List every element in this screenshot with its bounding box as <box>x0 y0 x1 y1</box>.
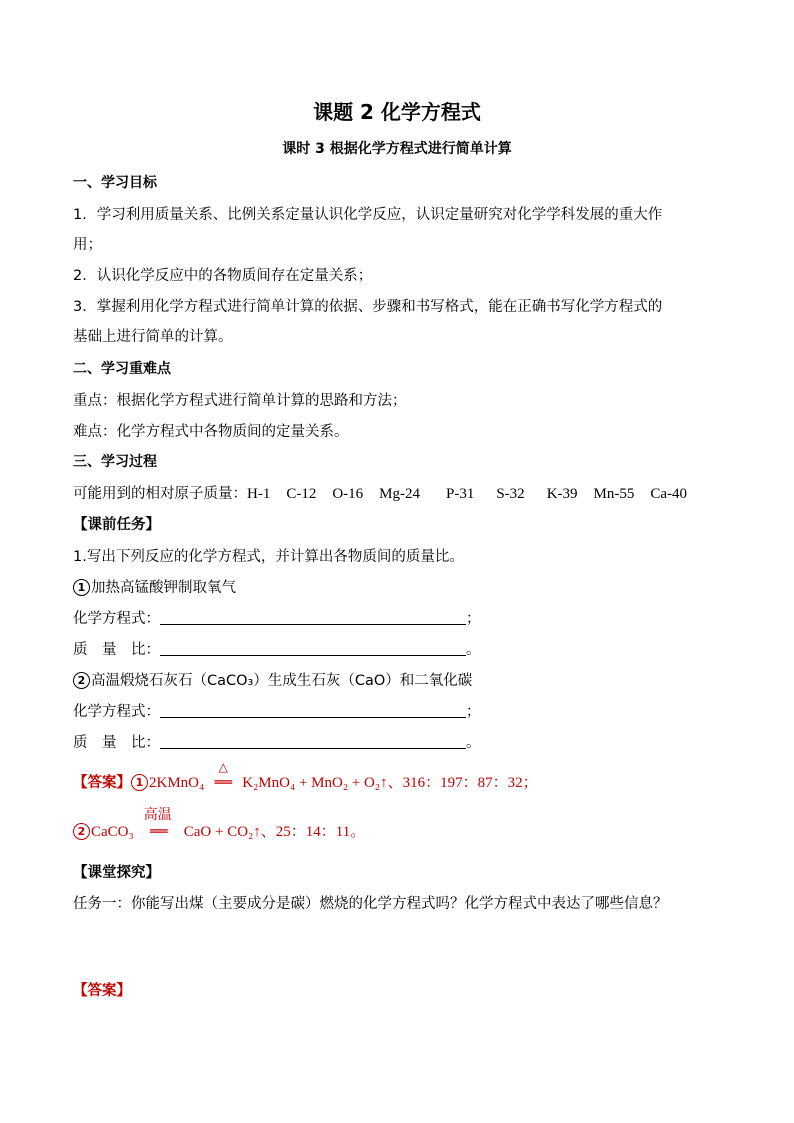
question-1 <box>73 576 236 597</box>
task-1: 任务一：你能写出煤（主要成分是碳）燃烧的化学方程式吗？化学方程式中表达了哪些信息？ <box>73 896 668 912</box>
ratio-label: 质 量 比： <box>73 735 160 751</box>
atomic-mass-item: H-1 <box>247 486 271 502</box>
ratio-label: 质 量 比： <box>73 642 160 658</box>
goal-3-line1: 3．掌握利用化学方程式进行简单计算的依据、步骤和书写格式，能在正确书写化学方程式的 <box>73 299 663 315</box>
key-point: 重点：根据化学方程式进行简单计算的思路和方法； <box>73 393 407 409</box>
answer-1-ratio: 、316：197：87：32； <box>387 775 538 791</box>
atomic-mass-item: P-31 <box>446 486 475 502</box>
section-heading-key-points: 二、学习重难点 <box>73 361 171 377</box>
page-subtitle: 课时 3 根据化学方程式进行简单计算 <box>282 141 512 157</box>
pre-task-heading: 【课前任务】 <box>73 517 160 533</box>
atomic-masses-list <box>247 486 703 502</box>
answer-1 <box>73 760 538 792</box>
goal-2: 2．认识化学反应中的各物质间存在定量关系； <box>73 268 373 284</box>
class-explore-heading: 【课堂探究】 <box>73 865 160 881</box>
answer-2-reactant: CaCO₃ <box>91 824 134 840</box>
answer-1-products: K₂MnO₄ + MnO₂ + O₂↑ <box>242 775 388 791</box>
answer-2-products: CaO + CO₂↑ <box>183 824 261 840</box>
goal-3-line2: 基础上进行简单的计算。 <box>73 329 233 345</box>
q2-ratio-blank[interactable] <box>160 734 466 749</box>
high-temp-condition: 高温 <box>143 807 172 823</box>
q1-ratio-blank[interactable] <box>160 641 466 656</box>
goal-1-line1: 1．学习利用质量关系、比例关系定量认识化学反应，认识定量研究对化学学科发展的重大作 <box>73 207 663 223</box>
circled-number-2: 2 <box>73 672 90 689</box>
atomic-masses-line <box>73 482 703 503</box>
atomic-mass-item: K-39 <box>546 486 578 502</box>
answer-2-ratio: 、25：14：11。 <box>260 824 366 840</box>
answer-tag-task-1: 【答案】 <box>73 983 131 999</box>
answer-1-reactant: 2KMnO₄ <box>149 775 205 791</box>
equation-label: 化学方程式： <box>73 611 160 627</box>
difficulty-point: 难点：化学方程式中各物质间的定量关系。 <box>73 424 349 440</box>
atomic-mass-item: Mn-55 <box>593 486 635 502</box>
section-heading-goals: 一、学习目标 <box>73 175 157 191</box>
q2-equation-blank[interactable] <box>160 703 466 718</box>
pre-task-instruction: 1.写出下列反应的化学方程式，并计算出各物质间的质量比。 <box>73 549 464 565</box>
q1-equation-blank[interactable] <box>160 610 466 625</box>
atomic-mass-item: Mg-24 <box>379 486 420 502</box>
question-2 <box>73 669 472 690</box>
atomic-mass-item: C-12 <box>286 486 317 502</box>
atomic-masses-label: 可能用到的相对原子质量： <box>73 486 247 502</box>
atomic-mass-item: O-16 <box>332 486 364 502</box>
equation-label: 化学方程式： <box>73 704 160 720</box>
equals-sign-with-heat: △ ══ <box>210 775 236 791</box>
atomic-mass-item: Ca-40 <box>650 486 688 502</box>
circled-number-2: 2 <box>73 823 90 840</box>
question-1-text: 加热高锰酸钾制取氧气 <box>91 580 236 596</box>
q1-equation-row: 化学方程式： ； <box>73 611 481 627</box>
atomic-mass-item: S-32 <box>496 486 525 502</box>
page-title: 课题 2 化学方程式 <box>313 100 481 124</box>
goal-1-line2: 用； <box>73 237 102 253</box>
circled-number-1: 1 <box>73 579 90 596</box>
question-2-text: 高温煅烧石灰石（CaCO₃）生成生石灰（CaO）和二氧化碳 <box>91 673 473 689</box>
heat-symbol: △ <box>218 760 228 774</box>
answer-tag: 【答案】 <box>73 775 131 791</box>
answer-2 <box>73 807 366 841</box>
section-heading-process: 三、学习过程 <box>73 454 157 470</box>
circled-number-1: 1 <box>131 774 148 791</box>
q2-ratio-row: 质 量 比： 。 <box>73 735 481 751</box>
q2-equation-row: 化学方程式： ； <box>73 704 481 720</box>
q1-ratio-row: 质 量 比： 。 <box>73 642 481 658</box>
equals-sign-high-temp: 高温 ══ <box>144 824 174 840</box>
